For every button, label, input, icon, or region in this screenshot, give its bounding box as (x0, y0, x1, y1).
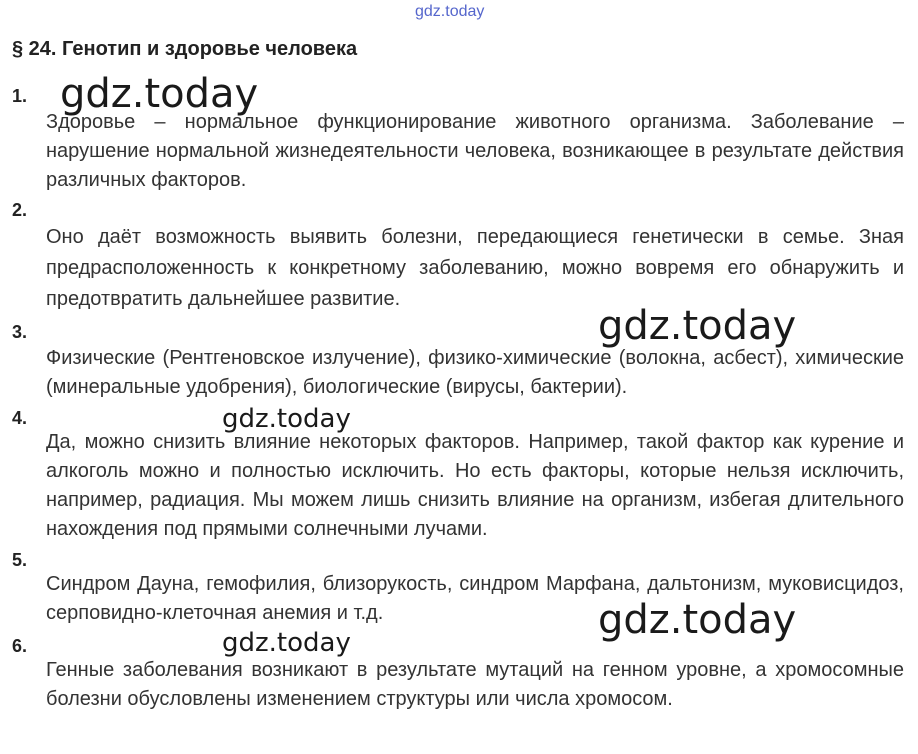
item-answer-6 (46, 656, 904, 714)
item-number-3: 3. (12, 322, 28, 342)
watermark-4: gdz.today (598, 597, 797, 643)
item-number-6: 6. (12, 636, 28, 656)
watermark-2: gdz.today (598, 303, 797, 349)
item-answer-1 (46, 108, 904, 195)
item-answer-3 (46, 344, 904, 402)
item-number-4: 4. (12, 408, 28, 428)
item-number-2: 2. (12, 200, 28, 220)
item-number-5: 5. (12, 550, 28, 570)
answer-text: Физические (Рентгеновское излучение), физико-химические (волокна, асбест), химические (минеральные удобрения), биологические (вирусы, бактерии). (46, 347, 904, 398)
watermark-5: gdz.today (222, 628, 351, 658)
item-answer-2 (46, 222, 904, 315)
watermark-1: gdz.today (60, 71, 259, 117)
answer-text: Синдром Дауна, гемофилия, близорукость, синдром Марфана, дальтонизм, муковисцидоз, серповидно-клеточная анемия и т.д. (46, 573, 904, 624)
answer-text: Здоровье – нормальное функционирование животного организма. Заболевание – нарушение нормальной жизнедеятельности человека, возникающее в результате действия различных факторов. (46, 111, 904, 191)
item-number-1: 1. (12, 86, 28, 106)
answer-text: Оно даёт возможность выявить болезни, передающиеся генетически в семье. Зная предрасположенность к конкретному заболеванию, можно вовремя его обнаружить и предотвратить дальнейшее развитие. (46, 226, 904, 310)
answer-text: Да, можно снизить влияние некоторых факторов. Например, такой фактор как курение и алкоголь можно и полностью исключить. Но есть факторы, которые нельзя исключить, например, радиация. Мы можем лишь снизить влияние на организм, избегая длительного нахождения под прямыми солнечными лучами. (46, 431, 904, 540)
answer-text: Генные заболевания возникают в результате мутаций на генном уровне, а хромосомные болезни обусловлены изменением структуры или числа хромосом. (46, 659, 904, 710)
watermark-top: gdz.today (415, 3, 485, 20)
page-title: § 24. Генотип и здоровье человека (12, 38, 358, 60)
watermark-3: gdz.today (222, 404, 351, 434)
item-answer-4 (46, 428, 904, 544)
